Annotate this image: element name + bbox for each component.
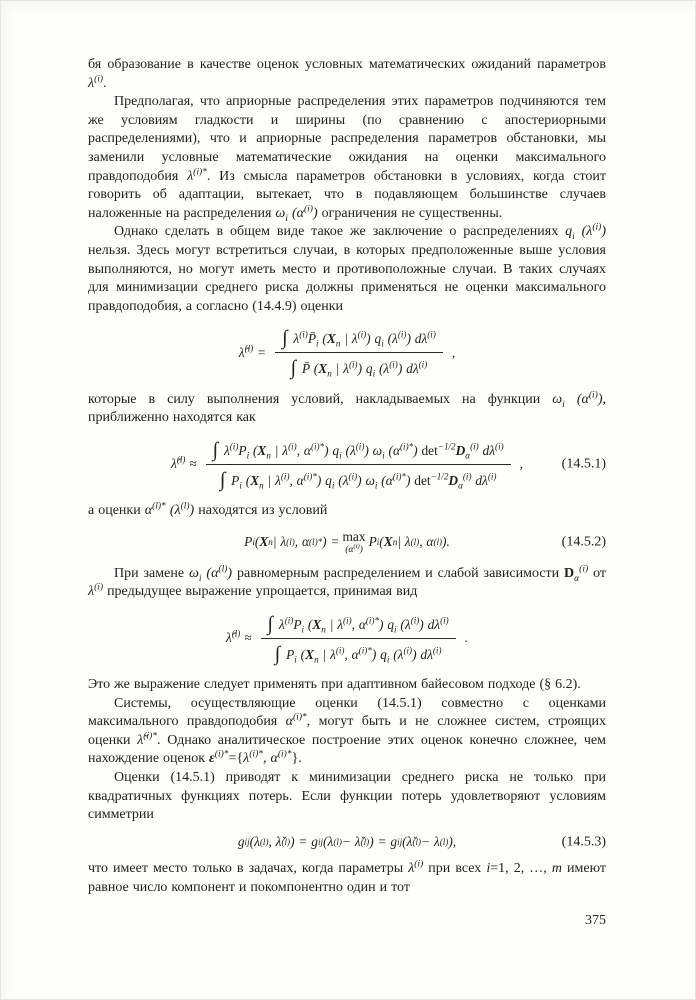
- fraction-denominator: ∫ $P_i$ ($X_n$ | $\lambda^{(i)}$, $\alpha^{(i)*}$) $q_i$ $(\lambda^{(i)})$ $d\lambda^{(i)}$: [274, 642, 442, 665]
- formula-lhs: λ̂$^{(l)}$ ≈: [170, 454, 197, 471]
- formula-body: g ij (λ (l) , λ̌ (l) ) = g ij (λ (l) − λ̌ (l) ) = g ij (λ̌ (l) − λ (l) ),: [237, 833, 457, 849]
- fraction: [206, 437, 511, 492]
- fraction-numerator: ∫ $\lambda^{(i)}P_i$ ($X_n$ | $\lambda^{(i)}$, $\alpha^{(i)*}$) $q_i$ $(\lambda^{(i)})$ $d\lambda^{(i)}$: [261, 611, 456, 639]
- formula-body: P i ( X n | λ (l) , α (l)* ) = max $(\alpha^{(i)})$ P i ( X n | λ (l) , α (l) ).: [244, 528, 450, 555]
- fraction-numerator: ∫ $\lambda^{(i)}P̄_i$ ($X_n$ | $\lambda^{(i)}$) $q_i$ $(\lambda^{(i)})$ $d\lambda^{(i)}$: [275, 325, 443, 353]
- paragraph: которые в силу выполнения условий, накладываемых на функции $\omega_i$ $(\alpha^{(i)})$, приближенно находятся как: [88, 389, 606, 426]
- display-formula-14-5-1: [88, 437, 606, 492]
- paragraph: Предполагая, что априорные распределения этих параметров подчиняются тем же условиям гладкости и ширины (по сравнению с апостериорными распределениями), что и априорные распределения параметров обстановки, мы заменили условные математические ожидания на оценки максимального правдоподобия $\lambda^{(i)*}$. Из смысла параметров обстановки в условиях, когда стоит говорить об адаптации, вытекает, что в подавляющем большинстве случаев наложенные на распределения $\omega_i$ $(\alpha^{(i)})$ ограничения не существенны.: [88, 94, 607, 224]
- paragraph: а оценки $\alpha^{(l)*}$ $(\lambda^{(l)})$ находятся из условий: [88, 501, 328, 518]
- formula-punctuation: .: [464, 630, 469, 645]
- fraction-denominator: ∫ $P_i$ ($X_n$ | $\lambda^{(i)}$, $\alpha^{(i)*}$) $q_i$ $(\lambda^{(i)})$ $\omega_i$ $(\alpha^{(i)*})$ $\det^{-1/2}D_\alpha^{(i)}$ $d\lambda^{(i)}$: [219, 468, 497, 491]
- text-column: [88, 56, 606, 930]
- formula-lhs: λ̂$^{(l)}$ ≈: [225, 628, 252, 645]
- fraction: [261, 611, 456, 666]
- paragraph-continuation: бя образование в качестве оценок условных математических ожиданий параметров $\lambda^{(i)}$.: [88, 57, 606, 91]
- display-formula-unnumbered-1: [88, 325, 606, 380]
- formula-punctuation: ,: [519, 455, 524, 471]
- formula-punctuation: ,: [451, 344, 456, 360]
- display-formula-unnumbered-2: [88, 611, 606, 666]
- paragraph: что имеет место только в задачах, когда параметры $\lambda^{(i)}$ при всех i=1, 2, …, m имеют равное число компонент и покомпонентно один и тот: [88, 859, 606, 896]
- fraction-numerator: ∫ $\lambda^{(i)}P_i$ ($X_n$ | $\lambda^{(i)}$, $\alpha^{(i)*}$) $q_i$ $(\lambda^{(i)})$ $\omega_i$ $(\alpha^{(i)*})$ $\det^{-1/2}D_\alpha^{(i)}$ $d\lambda^{(i)}$: [206, 437, 511, 465]
- paragraph: При замене $\omega_i$ $(\alpha^{(l)})$ равномерным распределением и слабой зависимости $D_\alpha^{(i)}$ от $\lambda^{(i)}$ предыдущее выражение упрощается, принимая вид: [88, 563, 606, 600]
- page-number: 375: [585, 912, 606, 928]
- formula-lhs: λ̂$^{(l)}$ =: [238, 343, 267, 360]
- paragraph: Системы, осуществляющие оценки (14.5.1) совместно с оценками максимального правдоподобия $\alpha^{(i)*}$, могут быть и не сложнее систем, строящих оценки λ̌$^{(i)*}$. Однако аналитическое построение этих оценок конечно сложнее, чем нахождение оценок $\varepsilon^{(i)*}=\{\lambda^{(i)*}$, $\alpha^{(i)*}$}.: [88, 695, 606, 767]
- equation-number: (14.5.1): [561, 456, 606, 472]
- fraction-denominator: ∫ P̄ ($X_n$ | $\lambda^{(i)}$) $q_i$ $(\lambda^{(i)})$ $d\lambda^{(i)}$: [290, 357, 428, 380]
- display-formula-14-5-3: [88, 834, 606, 851]
- display-formula-14-5-2: [88, 530, 606, 555]
- equation-number: (14.5.3): [561, 834, 606, 850]
- equation-number: (14.5.2): [561, 534, 606, 550]
- paragraph: Это же выражение следует применять при адаптивном байесовом подходе (§ 6.2).: [88, 676, 581, 692]
- fraction: [275, 325, 443, 380]
- paragraph: Однако сделать в общем виде такое же заключение о распределениях $q_i$ $(\lambda^{(i)})$ нельзя. Здесь могут встретиться случаи, в которых предположенные выше условия выполняются, но могут иметь место и противоположные случаи. В таких случаях для минимизации среднего риска должны применяться не оценки максимального правдоподобия, а согласно (14.4.9) оценки: [88, 222, 606, 314]
- paragraph: Оценки (14.5.1) приводят к минимизации среднего риска не только при квадратичных функциях потерь. Если функции потерь удовлетворяют условиям симметрии: [88, 769, 606, 823]
